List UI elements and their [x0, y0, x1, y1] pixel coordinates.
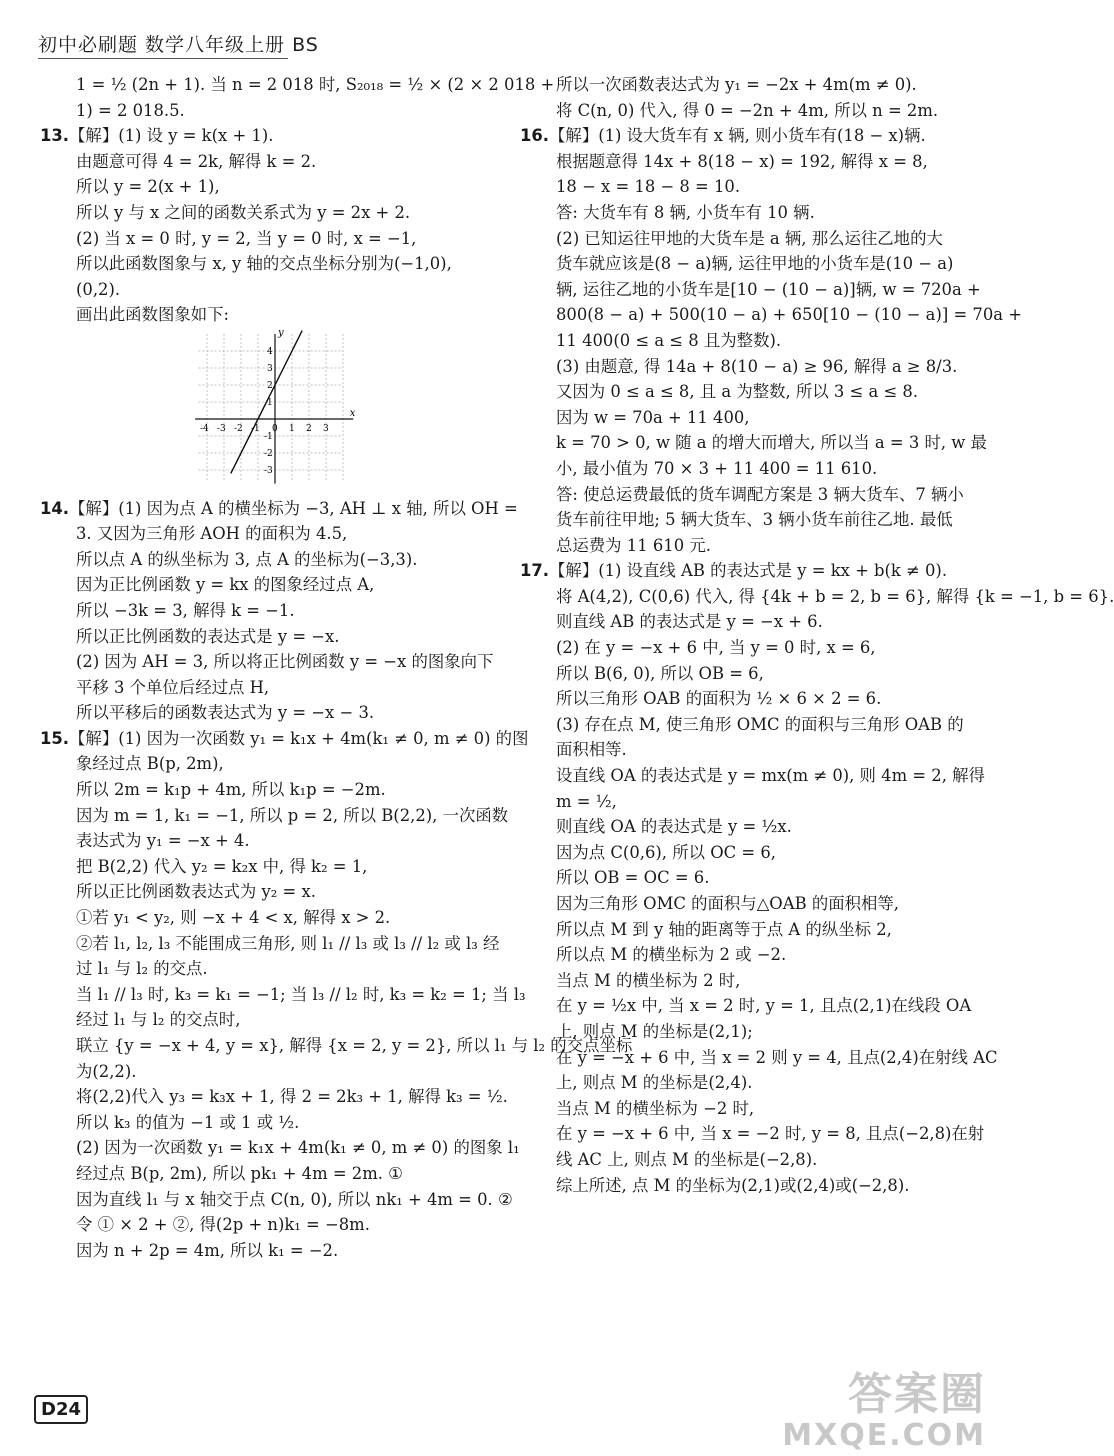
- text-line: [40, 521, 495, 547]
- line-text: m = ½,: [556, 791, 617, 811]
- text-line: [40, 1110, 495, 1136]
- line-text: 因为正比例函数 y = kx 的图象经过点 A,: [76, 575, 375, 595]
- text-line: [40, 1161, 495, 1187]
- text-line: [520, 302, 1022, 328]
- line-text: 因为三角形 OMC 的面积与△OAB 的面积相等,: [556, 894, 899, 913]
- text-line: [520, 149, 975, 175]
- text-line: [40, 302, 495, 328]
- line-text: (2) 因为 AH = 3, 所以将正比例函数 y = −x 的图象向下: [76, 652, 494, 672]
- line-text: 因为 m = 1, k₁ = −1, 所以 p = 2, 所以 B(2,2), 一次函数: [76, 805, 509, 825]
- text-line: [520, 609, 975, 635]
- line-text: 在 y = ½x 中, 当 x = 2 时, y = 1, 且点(2,1)在线段 OA: [556, 996, 972, 1016]
- line-text: 则直线 AB 的表达式是 y = −x + 6.: [556, 612, 823, 632]
- text-line: [40, 649, 495, 675]
- line-text: (0,2).: [76, 279, 121, 299]
- text-line: [520, 763, 985, 789]
- text-line: [520, 200, 975, 226]
- line-text: 【解】(1) 因为点 A 的横坐标为 −3, AH ⊥ x 轴, 所以 OH =: [69, 498, 518, 518]
- x-tick-label: 3: [323, 423, 329, 434]
- line-text: 将 C(n, 0) 代入, 得 0 = −2n + 4m, 所以 n = 2m.: [556, 100, 939, 120]
- text-line: [40, 751, 495, 777]
- line-text: 【解】(1) 设大货车有 x 辆, 则小货车有(18 − x)辆.: [549, 126, 926, 146]
- line-text: 【解】(1) 设 y = k(x + 1).: [69, 126, 274, 146]
- text-line: [40, 1033, 633, 1059]
- y-tick-label: -1: [264, 431, 273, 442]
- line-text: 所以 y = 2(x + 1),: [76, 177, 220, 197]
- line-text: 所以点 M 的横坐标为 2 或 −2.: [556, 945, 787, 965]
- y-tick-label: 4: [267, 346, 273, 357]
- text-line: [40, 226, 495, 252]
- page-number: D24: [34, 1395, 88, 1424]
- x-axis-label: x: [349, 407, 356, 419]
- text-line: [520, 405, 975, 431]
- line-text: 11 400(0 ≤ a ≤ 8 且为整数).: [556, 330, 782, 350]
- function-graph: [40, 327, 495, 492]
- header-rule: [38, 58, 288, 59]
- y-axis-label: y: [278, 327, 284, 339]
- text-line: [520, 354, 975, 380]
- question-line: [40, 123, 495, 149]
- text-line: [520, 533, 975, 559]
- text-line: [40, 572, 495, 598]
- text-line: [40, 72, 555, 98]
- text-line: [40, 598, 495, 624]
- line-text: 上, 则点 M 的坐标是(2,1);: [556, 1021, 753, 1041]
- line-text: 综上所述, 点 M 的坐标为(2,1)或(2,4)或(−2,8).: [556, 1175, 910, 1195]
- x-tick-label: 2: [306, 423, 312, 434]
- right-column: [520, 72, 1114, 1198]
- line-text: 辆, 运往乙地的小货车是[10 − (10 − a)]辆, w = 720a +: [556, 279, 981, 299]
- text-line: [520, 789, 975, 815]
- text-line: [520, 942, 975, 968]
- text-line: [520, 661, 975, 687]
- text-line: [40, 777, 495, 803]
- line-text: 货车就应该是(8 − a)辆, 运往甲地的小货车是(10 − a): [556, 254, 954, 274]
- line-text: 画出此函数图象如下:: [76, 305, 230, 325]
- text-line: [520, 1147, 975, 1173]
- line-text: 800(8 − a) + 500(10 − a) + 650[10 − (10 − a)] = 70a +: [556, 305, 1022, 325]
- text-line: [40, 700, 495, 726]
- text-line: [520, 456, 975, 482]
- text-line: [40, 547, 495, 573]
- line-text: 面积相等.: [556, 740, 627, 760]
- line-text: 所以 2m = k₁p + 4m, 所以 k₁p = −2m.: [76, 780, 386, 800]
- text-line: [520, 482, 975, 508]
- question-number: 14.: [40, 498, 70, 518]
- question-number: 16.: [520, 126, 550, 146]
- text-line: [40, 854, 495, 880]
- line-text: 1) = 2 018.5.: [76, 100, 185, 120]
- line-text: 所以 OB = OC = 6.: [556, 868, 710, 888]
- line-text: 因为 w = 70a + 11 400,: [556, 407, 750, 427]
- line-text: 为(2,2).: [76, 1061, 137, 1081]
- line-text: 所以点 A 的纵坐标为 3, 点 A 的坐标为(−3,3).: [76, 549, 418, 569]
- line-text: 所以三角形 OAB 的面积为 ½ × 6 × 2 = 6.: [556, 689, 882, 709]
- line-text: (2) 因为一次函数 y₁ = k₁x + 4m(k₁ ≠ 0, m ≠ 0) 的图象 l₁: [76, 1138, 520, 1158]
- text-line: [520, 277, 981, 303]
- text-line: [520, 430, 987, 456]
- text-line: [520, 1173, 975, 1199]
- line-text: 因为点 C(0,6), 所以 OC = 6,: [556, 842, 776, 862]
- question-number: 15.: [40, 728, 70, 748]
- x-tick-label: -3: [217, 423, 226, 434]
- line-text: ②若 l₁, l₂, l₃ 不能围成三角形, 则 l₁ // l₃ 或 l₃ // l₂ 或 l₃ 经: [76, 933, 500, 953]
- x-tick-label: 0: [272, 423, 278, 434]
- text-line: [520, 226, 975, 252]
- line-text: 【解】(1) 设直线 AB 的表达式是 y = kx + b(k ≠ 0).: [549, 561, 948, 581]
- line-text: 当 l₁ // l₃ 时, k₃ = k₁ = −1; 当 l₃ // l₂ 时, k₃ = k₂ = 1; 当 l₃: [76, 984, 526, 1004]
- text-line: [520, 737, 975, 763]
- text-line: [40, 174, 495, 200]
- text-line: [520, 98, 975, 124]
- text-line: [520, 917, 975, 943]
- line-text: 则直线 OA 的表达式是 y = ½x.: [556, 817, 792, 837]
- line-text: 总运费为 11 610 元.: [556, 535, 711, 555]
- question-line: [40, 496, 518, 522]
- line-text: 在 y = −x + 6 中, 当 x = 2 则 y = 4, 且点(2,4)在射线 AC: [556, 1047, 998, 1067]
- text-line: [40, 1135, 520, 1161]
- text-line: [40, 1187, 513, 1213]
- line-text: 表达式为 y₁ = −x + 4.: [76, 831, 250, 851]
- x-tick-label: -1: [251, 423, 260, 434]
- line-text: 所以 B(6, 0), 所以 OB = 6,: [556, 663, 764, 683]
- text-line: [40, 982, 526, 1008]
- text-line: [520, 635, 975, 661]
- y-tick-label: 2: [267, 380, 273, 391]
- text-line: [40, 905, 495, 931]
- text-line: [520, 865, 975, 891]
- line-text: 经过点 B(p, 2m), 所以 pk₁ + 4m = 2m. ①: [76, 1163, 403, 1183]
- x-tick-label: -4: [200, 423, 209, 434]
- line-text: ①若 y₁ < y₂, 则 −x + 4 < x, 解得 x > 2.: [76, 908, 391, 928]
- text-line: [520, 584, 1114, 610]
- y-tick-label: 1: [267, 397, 273, 408]
- line-text: 所以正比例函数表达式为 y₂ = x.: [76, 882, 316, 902]
- line-text: (2) 当 x = 0 时, y = 2, 当 y = 0 时, x = −1,: [76, 228, 417, 248]
- text-line: [40, 251, 495, 277]
- graph-svg: [190, 327, 370, 484]
- line-text: 所以 y 与 x 之间的函数关系式为 y = 2x + 2.: [76, 202, 411, 222]
- line-text: k = 70 > 0, w 随 a 的增大而增大, 所以当 a = 3 时, w 最: [556, 433, 987, 453]
- line-text: (3) 由题意, 得 14a + 8(10 − a) ≥ 96, 解得 a ≥ 8/3.: [556, 356, 958, 376]
- text-line: [40, 828, 495, 854]
- text-line: [520, 814, 975, 840]
- watermark-top: 答案圈: [848, 1369, 986, 1420]
- line-text: 令 ① × 2 + ②, 得(2p + n)k₁ = −8m.: [76, 1215, 370, 1235]
- text-line: [40, 149, 495, 175]
- text-line: [40, 1238, 495, 1264]
- line-text: 经过 l₁ 与 l₂ 的交点时,: [76, 1010, 241, 1030]
- line-text: 3. 又因为三角形 AOH 的面积为 4.5,: [76, 524, 348, 544]
- text-line: [520, 891, 975, 917]
- text-line: [40, 1059, 495, 1085]
- y-tick-label: -2: [264, 448, 273, 459]
- text-line: [40, 1007, 495, 1033]
- line-text: 当点 M 的横坐标为 2 时,: [556, 970, 741, 990]
- line-text: 象经过点 B(p, 2m),: [76, 754, 224, 774]
- text-line: [520, 328, 975, 354]
- watermark-bottom: MXQE.COM: [782, 1418, 986, 1453]
- text-line: [40, 675, 495, 701]
- text-line: [520, 1045, 998, 1071]
- text-line: [520, 174, 975, 200]
- text-line: [520, 1121, 985, 1147]
- text-line: [40, 931, 500, 957]
- line-text: (2) 已知运往甲地的大货车是 a 辆, 那么运往乙地的大: [556, 228, 943, 248]
- text-line: [40, 879, 495, 905]
- line-text: 线 AC 上, 则点 M 的坐标是(−2,8).: [556, 1149, 818, 1169]
- page-header: 初中必刷题 数学八年级上册 BS: [38, 34, 319, 56]
- line-text: 将(2,2)代入 y₃ = k₃x + 1, 得 2 = 2k₃ + 1, 解得 k₃ = ½.: [76, 1087, 508, 1107]
- text-line: [520, 72, 975, 98]
- text-line: [40, 98, 495, 124]
- text-line: [520, 1096, 975, 1122]
- line-text: (3) 存在点 M, 使三角形 OMC 的面积与三角形 OAB 的: [556, 714, 964, 734]
- text-line: [520, 712, 975, 738]
- line-text: 所以 −3k = 3, 解得 k = −1.: [76, 600, 295, 620]
- line-text: 答: 使总运费最低的货车调配方案是 3 辆大货车、7 辆小: [556, 484, 964, 504]
- x-tick-label: 1: [289, 423, 295, 434]
- line-text: 在 y = −x + 6 中, 当 x = −2 时, y = 8, 且点(−2,8)在射: [556, 1124, 985, 1144]
- question-number: 17.: [520, 561, 550, 581]
- watermark-logo: [782, 1370, 986, 1452]
- text-line: [520, 507, 975, 533]
- question-number: 13.: [40, 126, 70, 146]
- text-line: [520, 968, 975, 994]
- y-tick-label: -3: [264, 465, 273, 476]
- x-tick-label: -2: [234, 423, 243, 434]
- text-line: [520, 1070, 975, 1096]
- line-text: 上, 则点 M 的坐标是(2,4).: [556, 1073, 753, 1093]
- question-line: [520, 123, 975, 149]
- text-line: [40, 624, 495, 650]
- question-line: [520, 558, 975, 584]
- line-text: 当点 M 的横坐标为 −2 时,: [556, 1098, 755, 1118]
- y-tick-label: 3: [267, 363, 273, 374]
- text-line: [40, 956, 495, 982]
- line-text: 因为 n + 2p = 4m, 所以 k₁ = −2.: [76, 1240, 339, 1260]
- line-text: 所以正比例函数的表达式是 y = −x.: [76, 626, 340, 646]
- line-text: 所以点 M 到 y 轴的距离等于点 A 的纵坐标 2,: [556, 919, 892, 939]
- line-text: (2) 在 y = −x + 6 中, 当 y = 0 时, x = 6,: [556, 638, 876, 658]
- text-line: [40, 1084, 508, 1110]
- line-text: 所以一次函数表达式为 y₁ = −2x + 4m(m ≠ 0).: [556, 75, 917, 94]
- text-line: [40, 200, 495, 226]
- line-text: 平移 3 个单位后经过点 H,: [76, 677, 270, 697]
- line-text: 设直线 OA 的表达式是 y = mx(m ≠ 0), 则 4m = 2, 解得: [556, 766, 985, 786]
- text-line: [520, 251, 975, 277]
- line-text: 联立 {y = −x + 4, y = x}, 解得 {x = 2, y = 2}, 所以 l₁ 与 l₂ 的交点坐标: [76, 1036, 633, 1055]
- line-text: 因为直线 l₁ 与 x 轴交于点 C(n, 0), 所以 nk₁ + 4m = 0. ②: [76, 1189, 513, 1209]
- line-text: 根据题意得 14x + 8(18 − x) = 192, 解得 x = 8,: [556, 151, 928, 171]
- line-text: 18 − x = 18 − 8 = 10.: [556, 177, 741, 197]
- line-text: 过 l₁ 与 l₂ 的交点.: [76, 959, 208, 979]
- text-line: [520, 1019, 975, 1045]
- text-line: [520, 686, 975, 712]
- line-text: 将 A(4,2), C(0,6) 代入, 得 {4k + b = 2, b = 6}, 解得 {k = −1, b = 6}.: [556, 586, 1114, 606]
- line-text: 答: 大货车有 8 辆, 小货车有 10 辆.: [556, 202, 815, 222]
- line-text: 把 B(2,2) 代入 y₂ = k₂x 中, 得 k₂ = 1,: [76, 856, 368, 876]
- line-text: 所以平移后的函数表达式为 y = −x − 3.: [76, 703, 375, 723]
- line-text: 小, 最小值为 70 × 3 + 11 400 = 11 610.: [556, 458, 878, 478]
- line-text: 所以此函数图象与 x, y 轴的交点坐标分别为(−1,0),: [76, 254, 452, 274]
- line-text: 【解】(1) 因为一次函数 y₁ = k₁x + 4m(k₁ ≠ 0, m ≠ 0) 的图: [69, 728, 529, 748]
- line-text: 所以 k₃ 的值为 −1 或 1 或 ½.: [76, 1112, 300, 1132]
- text-line: [520, 993, 975, 1019]
- line-text: 货车前往甲地; 5 辆大货车、3 辆小货车前往乙地. 最低: [556, 510, 953, 530]
- question-line: [40, 726, 529, 752]
- line-text: 由题意可得 4 = 2k, 解得 k = 2.: [76, 151, 317, 171]
- text-line: [520, 840, 975, 866]
- text-line: [40, 803, 509, 829]
- line-text: 1 = ½ (2n + 1). 当 n = 2 018 时, S₂₀₁₈ = ½ × (2 × 2 018 +: [76, 75, 555, 94]
- text-line: [40, 277, 495, 303]
- line-text: 又因为 0 ≤ a ≤ 8, 且 a 为整数, 所以 3 ≤ a ≤ 8.: [556, 382, 919, 402]
- text-line: [40, 1212, 495, 1238]
- text-line: [520, 379, 975, 405]
